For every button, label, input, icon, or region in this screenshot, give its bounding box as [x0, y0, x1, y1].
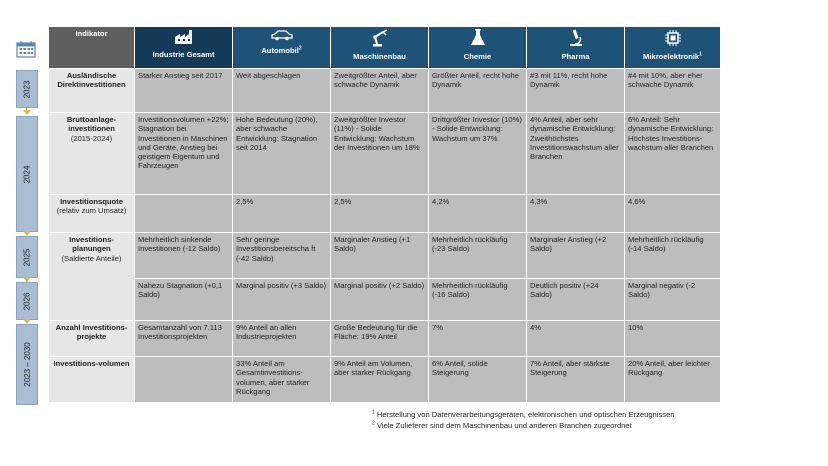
table-cell: 4% Anteil, aber sehr dynamische Entwicklung: Zweithöchstes Investitionswachstum aller Branchen: [527, 113, 625, 195]
table-cell: Marginal positiv (+2 Saldo): [331, 279, 429, 321]
microscope-icon: [568, 29, 584, 47]
car-icon: [270, 29, 294, 41]
year-2024: 2024: [16, 116, 38, 232]
year-2023-2030: 2023 – 2030: [16, 324, 38, 405]
table-cell: Marginal negativ (-2 Saldo): [625, 279, 721, 321]
header-maschinenbau: Maschinenbau: [331, 27, 429, 69]
robot-arm-icon: [370, 29, 390, 47]
header-row: [49, 27, 721, 69]
indicator-subtitle: (relativ zum Umsatz): [56, 206, 127, 216]
table-cell: Zweitgrößter Anteil, aber schwache Dynamik: [331, 69, 429, 113]
year-2023: 2023: [16, 70, 38, 108]
table-cell: 4,2%: [429, 195, 527, 233]
table-cell: [135, 357, 233, 403]
table-cell: Deutlich positiv (+24 Saldo): [527, 279, 625, 321]
table-cell: Große Bedeutung für die Fläche: 19% Anteil: [331, 321, 429, 357]
table-cell: 6% Anteil, solide Steigerung: [429, 357, 527, 403]
table-cell: 7%: [429, 321, 527, 357]
factory-icon: [174, 29, 194, 45]
indicator-title: Investitions-planungen: [69, 235, 114, 254]
table-cell: Zweitgrößter Investor (11%) - Solide Entwicklung: Wachstum der Investitionen um 18%: [331, 113, 429, 195]
table-cell: Größter Anteil, recht hohe Dynamik: [429, 69, 527, 113]
table-cell: 10%: [625, 321, 721, 357]
row-anzahl-projekte: [49, 321, 721, 357]
header-indicator: Indikator: [49, 27, 135, 69]
table-cell: Drittgrößter Investor (10%) - Solide Entwicklung: Wachstum um 37%: [429, 113, 527, 195]
table-cell: 20% Anteil, aber leichter Rückgang: [625, 357, 721, 403]
table-cell: 4,6%: [625, 195, 721, 233]
table-cell: [135, 195, 233, 233]
indicator-title: Investitionsquote: [60, 197, 123, 206]
table-cell: Mehrheitlich sinkende Investitionen (-12 Saldo): [135, 233, 233, 279]
footnotes: [372, 409, 675, 431]
table-cell: Weit abgeschlagen: [233, 69, 331, 113]
indicator-label: [49, 233, 135, 321]
table-cell: 2,5%: [233, 195, 331, 233]
table-cell: Sehr geringe Investitionsbereitscha ft (-42 Saldo): [233, 233, 331, 279]
row-direktinvestitionen: [49, 69, 721, 113]
table-cell: 4%: [527, 321, 625, 357]
header-industrie-gesamt: Industrie Gesamt: [135, 27, 233, 69]
table-cell: #3 mit 11%, recht hohe Dynamik: [527, 69, 625, 113]
year-2026: 2026: [16, 282, 38, 320]
header-chemie: Chemie: [429, 27, 527, 69]
indicator-title: Bruttoanlage-investitionen: [66, 115, 117, 134]
indicator-label: Ausländische Direktinvestitionen: [49, 69, 135, 113]
indicator-subtitle: (2015-2024): [70, 133, 113, 143]
table-cell: Investitionsvolumen +22%; Stagnation bei Investitionen in Maschinen und Geräte, Anstieg bei geistigem Eigentum und Fahrzeugen: [135, 113, 233, 195]
indicator-label: [49, 113, 135, 195]
row-investitionsquote: [49, 195, 721, 233]
indicator-label: [49, 195, 135, 233]
table-cell: 33% Anteil am Gesamtinvestitions-volumen, aber starker Rückgang: [233, 357, 331, 403]
table-cell: Marginaler Anstieg (+1 Saldo): [331, 233, 429, 279]
header-mikroelektronik: Mikroelektronik$^1$: [625, 27, 721, 69]
table-cell: 4,3%: [527, 195, 625, 233]
table-cell: Mehrheitlich rückläufig (-16 Saldo): [429, 279, 527, 321]
header-pharma: Pharma: [527, 27, 625, 69]
year-2025: 2025: [16, 236, 38, 278]
table-cell: Marginaler Anstieg (+2 Saldo): [527, 233, 625, 279]
table-cell: 7% Anteil, aber stärkste Steigerung: [527, 357, 625, 403]
table-cell: Mehrheitlich rückläufig (-23 Saldo): [429, 233, 527, 279]
row-investitionsplanungen-2025: [49, 233, 721, 279]
table-cell: Gesamtanzahl von 7.113 Investitionsprojekten: [135, 321, 233, 357]
table-cell: Hohe Bedeutung (20%), aber schwache Entwicklung: Stagnation seit 2014: [233, 113, 331, 195]
row-investitionsvolumen: [49, 357, 721, 403]
flask-icon: [470, 29, 486, 47]
investment-table: [48, 26, 721, 403]
row-bruttoanlageinvestitionen: [49, 113, 721, 195]
footnote-2: $^2$ Viele Zulieferer sind dem Maschinenbau und anderen Branchen zugeordnet: [372, 420, 632, 430]
table-cell: Starker Anstieg seit 2017: [135, 69, 233, 113]
table-cell: Marginal positiv (+3 Saldo): [233, 279, 331, 321]
indicator-label: Anzahl Investitions-projekte: [49, 321, 135, 357]
indicator-label: Investitions-volumen: [49, 357, 135, 403]
calendar-icon: [16, 40, 36, 58]
table-cell: 6% Anteil: Sehr dynamische Entwicklung: Höchstes Investitions-wachstum aller Branchen: [625, 113, 721, 195]
chip-icon: [664, 29, 682, 47]
indicator-subtitle: (Saldierte Anteile): [61, 253, 122, 263]
table-cell: 9% Anteil an allen Industrieprojekten: [233, 321, 331, 357]
row-investitionsplanungen-2026: [49, 279, 721, 321]
table-cell: Nahezu Stagnation (+0,1 Saldo): [135, 279, 233, 321]
table-cell: 9% Anteil am Volumen, aber starker Rückgang: [331, 357, 429, 403]
table-cell: Mehrheitlich rückläufig (-14 Saldo): [625, 233, 721, 279]
table-cell: 2,5%: [331, 195, 429, 233]
table-cell: #4 mit 10%, aber eher schwache Dynamik: [625, 69, 721, 113]
footnote-1: $^1$ Herstellung von Datenverarbeitungsgeräten, elektronischen und optischen Erzeugnissen: [372, 409, 675, 419]
header-automobil: Automobil$^2$: [233, 27, 331, 69]
